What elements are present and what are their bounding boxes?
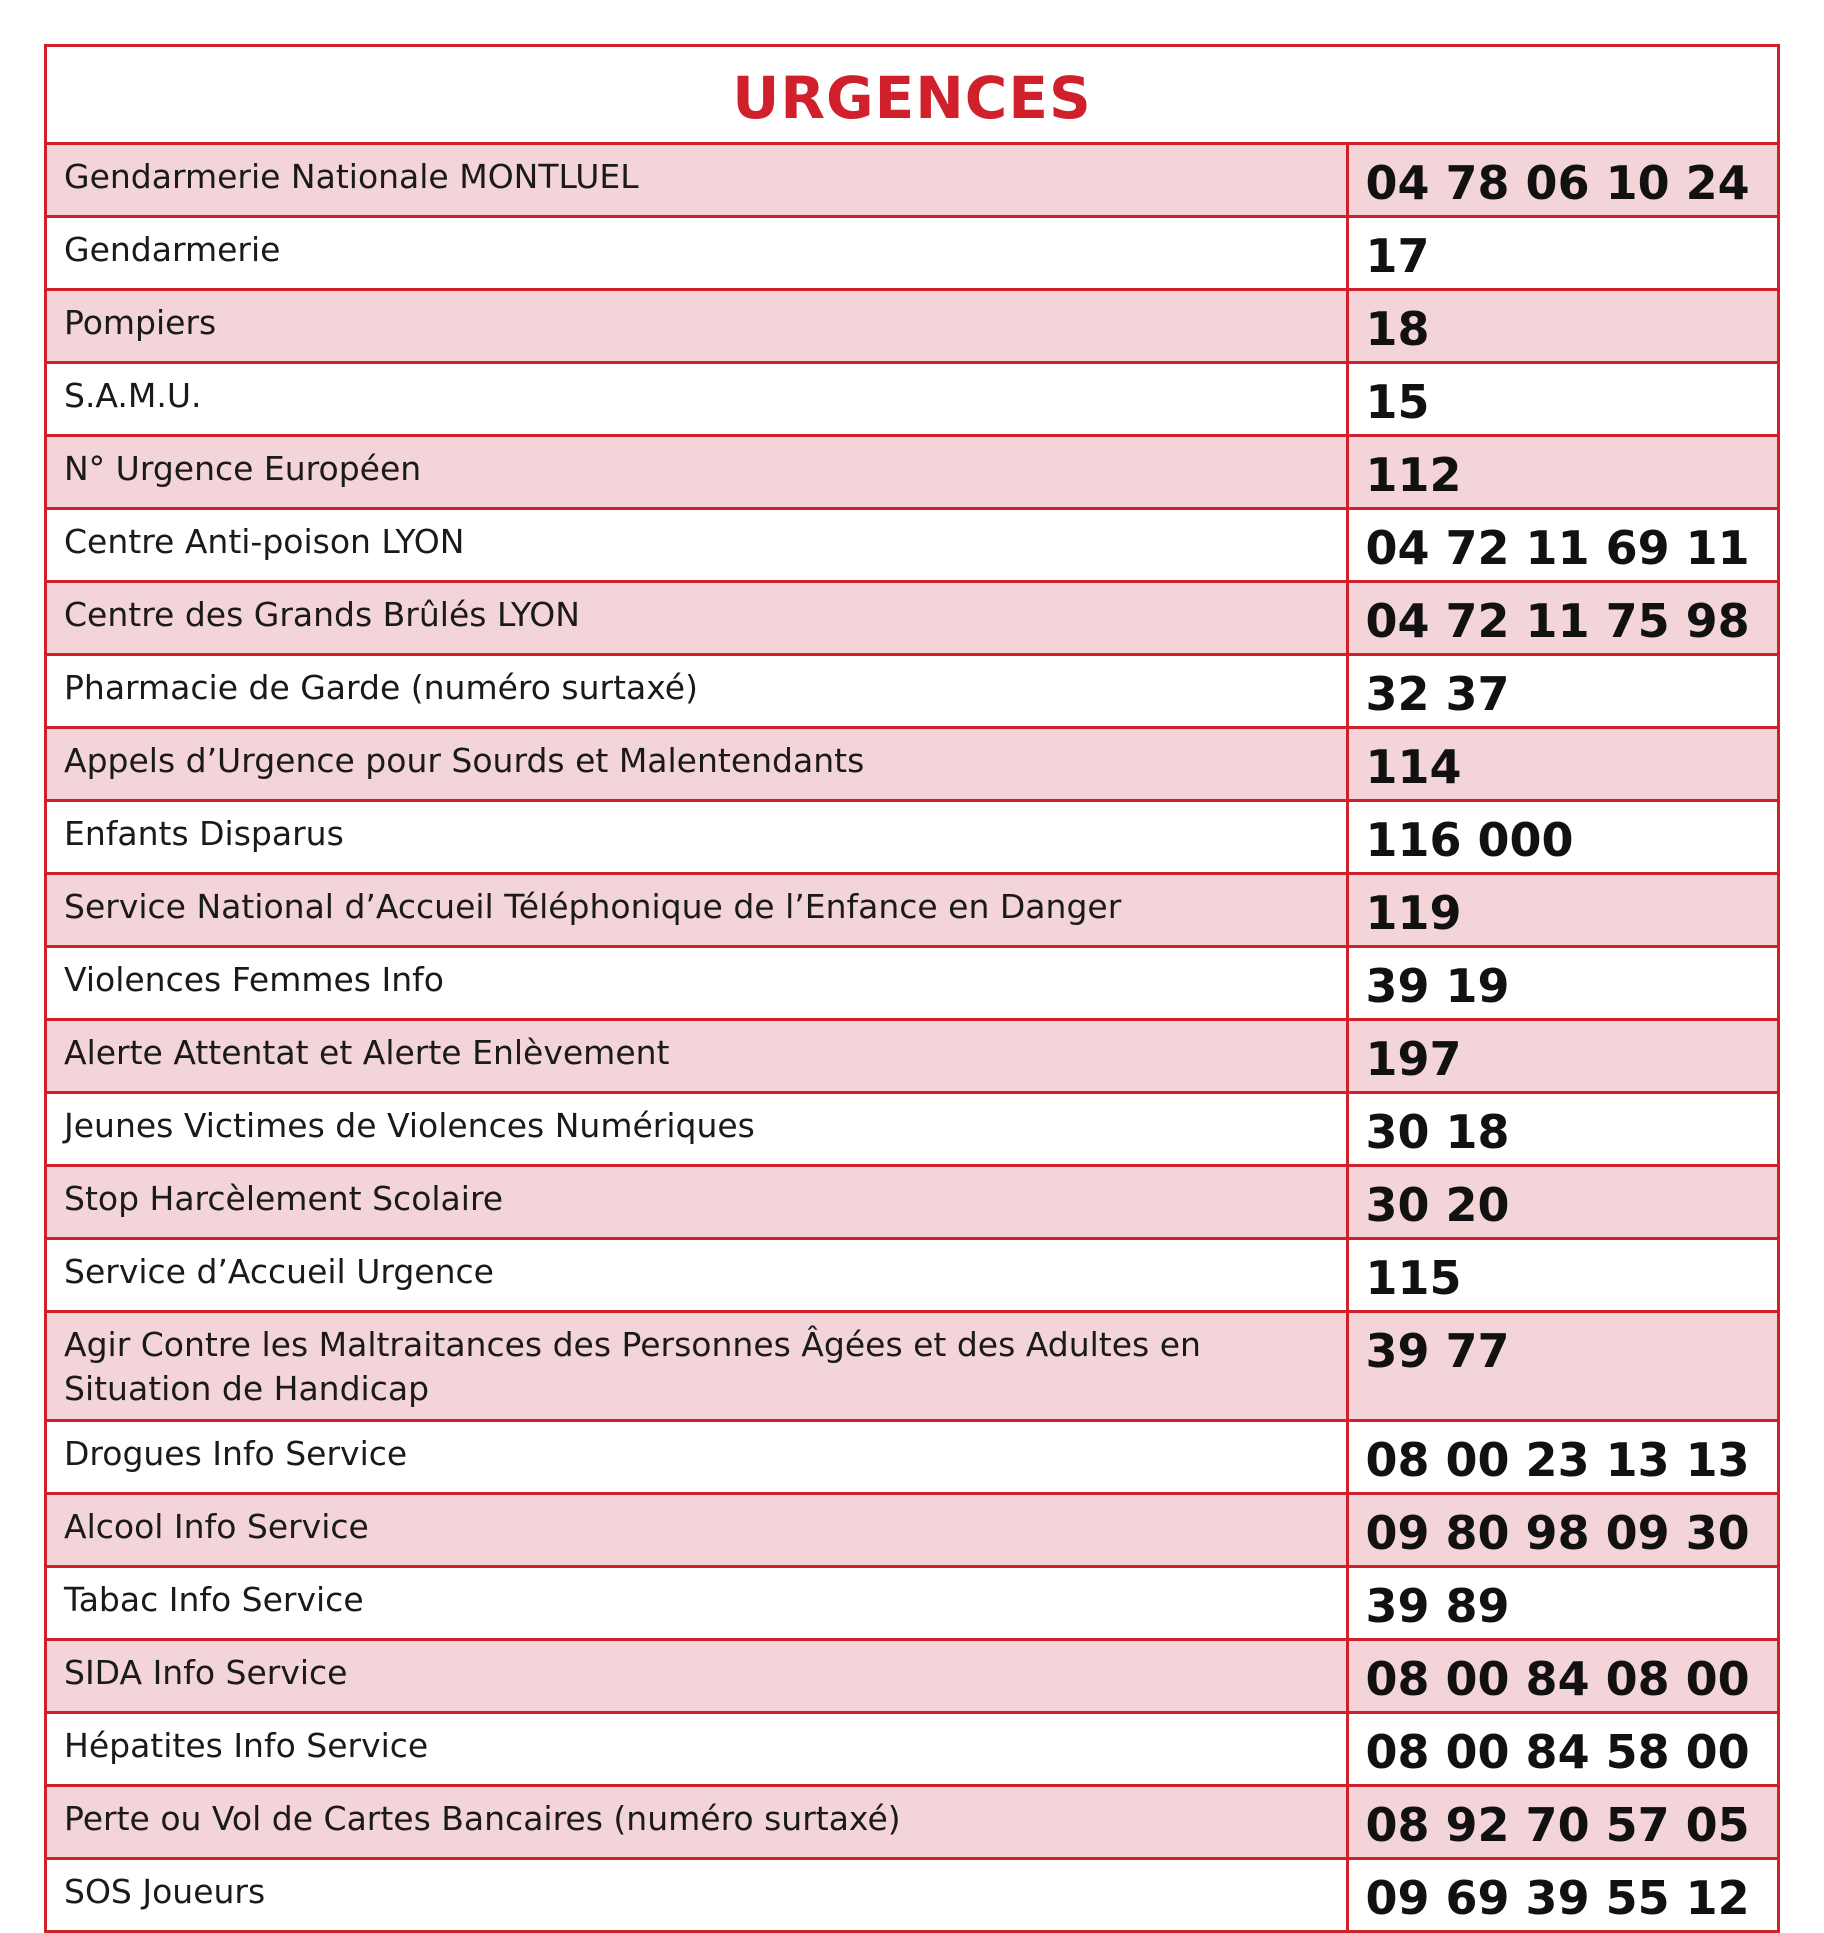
table-row: [47, 1640, 1777, 1713]
phone-number: 32 37: [1347, 655, 1777, 728]
phone-number: 18: [1347, 290, 1777, 363]
table-row: [47, 1713, 1777, 1786]
emergency-numbers-table: [44, 44, 1780, 1933]
phone-number: 197: [1347, 1020, 1777, 1093]
service-name: Appels d’Urgence pour Sourds et Malentendants: [47, 728, 1347, 801]
table-row: [47, 290, 1777, 363]
table-row: [47, 1421, 1777, 1494]
phone-number: 08 92 70 57 05: [1347, 1786, 1777, 1859]
table-row: [47, 801, 1777, 874]
table-row: [47, 1859, 1777, 1931]
phone-number: 04 72 11 69 11: [1347, 509, 1777, 582]
service-name: Pompiers: [47, 290, 1347, 363]
service-name: SIDA Info Service: [47, 1640, 1347, 1713]
service-name: Alcool Info Service: [47, 1494, 1347, 1567]
contacts-table: [47, 145, 1777, 1930]
phone-number: 15: [1347, 363, 1777, 436]
table-row: [47, 1239, 1777, 1312]
service-name: Stop Harcèlement Scolaire: [47, 1166, 1347, 1239]
table-row: [47, 436, 1777, 509]
phone-number: 30 20: [1347, 1166, 1777, 1239]
phone-number: 114: [1347, 728, 1777, 801]
phone-number: 08 00 84 08 00: [1347, 1640, 1777, 1713]
title-row: [47, 47, 1777, 145]
service-name: Service National d’Accueil Téléphonique de l’Enfance en Danger: [47, 874, 1347, 947]
table-row: [47, 363, 1777, 436]
page-title: URGENCES: [732, 63, 1092, 132]
table-row: [47, 947, 1777, 1020]
phone-number: 09 69 39 55 12: [1347, 1859, 1777, 1931]
phone-number: 08 00 23 13 13: [1347, 1421, 1777, 1494]
table-row: [47, 217, 1777, 290]
service-name: Service d’Accueil Urgence: [47, 1239, 1347, 1312]
table-row: [47, 1166, 1777, 1239]
table-row: [47, 509, 1777, 582]
service-name: Alerte Attentat et Alerte Enlèvement: [47, 1020, 1347, 1093]
service-name: Hépatites Info Service: [47, 1713, 1347, 1786]
phone-number: 119: [1347, 874, 1777, 947]
table-row: [47, 1786, 1777, 1859]
service-name: Enfants Disparus: [47, 801, 1347, 874]
phone-number: 08 00 84 58 00: [1347, 1713, 1777, 1786]
service-name: SOS Joueurs: [47, 1859, 1347, 1931]
phone-number: 04 72 11 75 98: [1347, 582, 1777, 655]
phone-number: 09 80 98 09 30: [1347, 1494, 1777, 1567]
table-row: [47, 582, 1777, 655]
phone-number: 116 000: [1347, 801, 1777, 874]
service-name: Perte ou Vol de Cartes Bancaires (numéro surtaxé): [47, 1786, 1347, 1859]
service-name: Agir Contre les Maltraitances des Personnes Âgées et des Adultes en Situation de Handicap: [47, 1312, 1347, 1421]
service-name: Violences Femmes Info: [47, 947, 1347, 1020]
table-row: [47, 1494, 1777, 1567]
phone-number: 17: [1347, 217, 1777, 290]
service-name: Drogues Info Service: [47, 1421, 1347, 1494]
table-row: [47, 728, 1777, 801]
service-name: Jeunes Victimes de Violences Numériques: [47, 1093, 1347, 1166]
phone-number: 04 78 06 10 24: [1347, 145, 1777, 217]
table-row: [47, 145, 1777, 217]
contacts-table-body: [47, 145, 1777, 1930]
service-name: S.A.M.U.: [47, 363, 1347, 436]
phone-number: 30 18: [1347, 1093, 1777, 1166]
service-name: N° Urgence Européen: [47, 436, 1347, 509]
service-name: Centre Anti-poison LYON: [47, 509, 1347, 582]
service-name: Pharmacie de Garde (numéro surtaxé): [47, 655, 1347, 728]
phone-number: 39 77: [1347, 1312, 1777, 1421]
service-name: Gendarmerie: [47, 217, 1347, 290]
table-row: [47, 1020, 1777, 1093]
table-row: [47, 655, 1777, 728]
table-row: [47, 874, 1777, 947]
phone-number: 39 89: [1347, 1567, 1777, 1640]
table-row: [47, 1567, 1777, 1640]
phone-number: 112: [1347, 436, 1777, 509]
table-row: [47, 1312, 1777, 1421]
phone-number: 39 19: [1347, 947, 1777, 1020]
service-name: Gendarmerie Nationale MONTLUEL: [47, 145, 1347, 217]
phone-number: 115: [1347, 1239, 1777, 1312]
service-name: Centre des Grands Brûlés LYON: [47, 582, 1347, 655]
table-row: [47, 1093, 1777, 1166]
service-name: Tabac Info Service: [47, 1567, 1347, 1640]
